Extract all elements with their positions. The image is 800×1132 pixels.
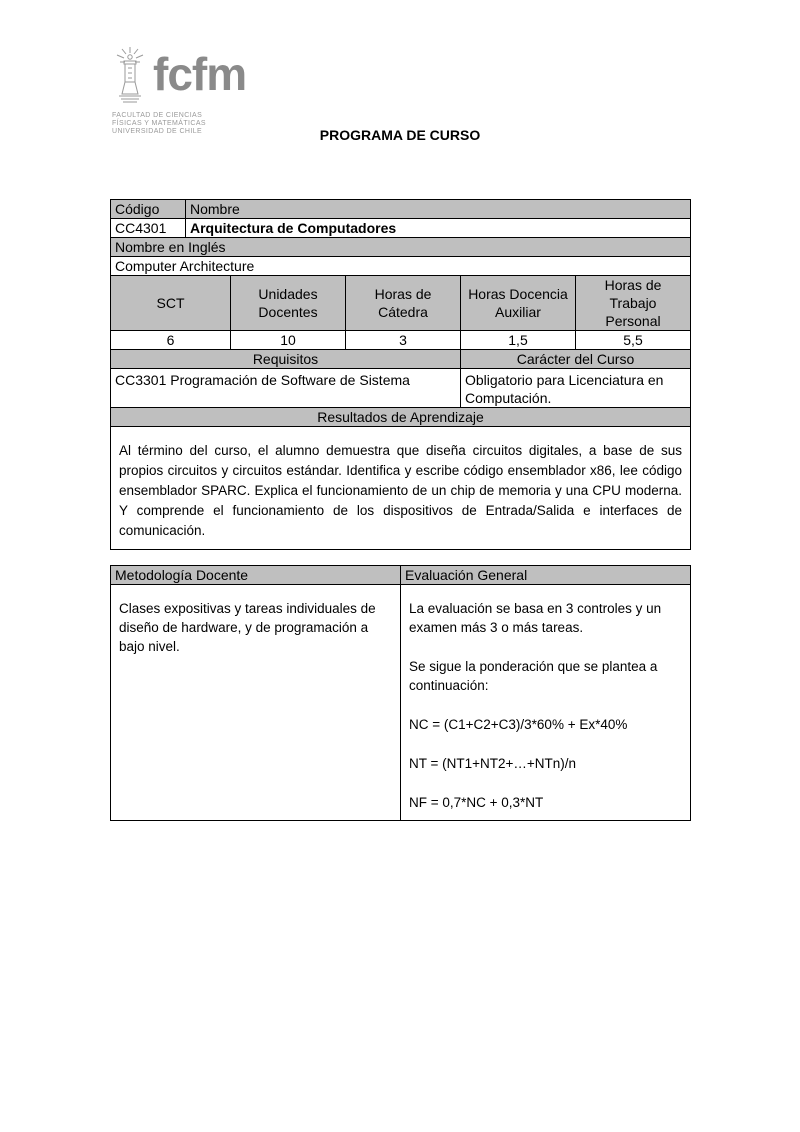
nombre-value-cell: Arquitectura de Computadores [186,219,691,238]
table-row [111,219,691,238]
caption-line: UNIVERSIDAD DE CHILE [112,128,203,135]
unidades-docentes-value-cell: 10 [231,331,346,350]
codigo-value-cell: CC4301 [111,219,186,238]
english-name-table [110,237,691,276]
table-row [111,238,691,257]
hours-table [110,275,691,350]
requisitos-value-cell: CC3301 Programación de Software de Sistema [111,369,461,408]
table-row [111,585,691,821]
hours-values-row [111,331,691,350]
evaluacion-formula-nc: NC = (C1+C2+C3)/3*60% + Ex*40% [409,717,628,732]
caption-line: FÍSICAS Y MATEMÁTICAS [112,120,206,127]
metodologia-header-cell: Metodología Docente [111,566,401,585]
nombre-ingles-value-cell: Computer Architecture [111,257,691,276]
table-row [111,408,691,427]
evaluacion-cell [401,585,691,821]
evaluacion-paragraph: La evaluación se basa en 3 controles y un examen más 3 o más tareas. [409,601,662,635]
sct-value-cell: 6 [111,331,231,350]
resultados-label-cell: Resultados de Aprendizaje [111,408,691,427]
evaluacion-header-cell: Evaluación General [401,566,691,585]
table-row [111,369,691,408]
methodology-table [110,565,690,821]
table-row [111,566,691,585]
codigo-label-cell: Código [111,200,186,219]
metodologia-text: Clases expositivas y tareas individuales de diseño de hardware, y de programación a bajo nivel. [111,585,401,821]
evaluacion-paragraph: Se sigue la ponderación que se plantea a continuación: [409,659,658,693]
horas-catedra-header-cell: Horas de Cátedra [346,276,461,331]
horas-catedra-value-cell: 3 [346,331,461,350]
caption-line: FACULTAD DE CIENCIAS [112,112,203,119]
requisitos-label-cell: Requisitos [111,350,461,369]
table-row [111,350,691,369]
horas-docencia-auxiliar-header-cell: Horas Docencia Auxiliar [461,276,576,331]
logo-acronym: fcfm [153,48,247,100]
university-logo [112,46,252,136]
table-row [111,200,691,219]
table-row [111,257,691,276]
nombre-ingles-label-cell: Nombre en Inglés [111,238,691,257]
evaluacion-formula-nf: NF = 0,7*NC + 0,3*NT [409,795,544,810]
requisites-table [110,349,691,408]
learning-results-table [110,407,691,550]
unidades-docentes-header-cell: Unidades Docentes [231,276,346,331]
caracter-label-cell: Carácter del Curso [461,350,691,369]
hours-header-row [111,276,691,331]
page-title: PROGRAMA DE CURSO [319,127,481,143]
caracter-value-cell: Obligatorio para Licenciatura en Computación. [461,369,691,408]
university-crest-icon [112,46,148,111]
sct-header-cell: SCT [111,276,231,331]
method-eval-table [110,565,691,821]
horas-docencia-auxiliar-value-cell: 1,5 [461,331,576,350]
horas-trabajo-personal-header-cell: Horas de Trabajo Personal [576,276,691,331]
evaluacion-formula-nt: NT = (NT1+NT2+…+NTn)/n [409,756,577,771]
nombre-label-cell: Nombre [186,200,691,219]
resultados-text: Al término del curso, el alumno demuestra que diseña circuitos digitales, a base de sus propios circuitos y circuitos estándar. Identifica y escribe código ensemblador x86, lee código ensemblador SPARC. Explica el funcionamiento de un chip de memoria y una CPU moderna. Y comprende el funcionamiento de los dispositivos de Entrada/Salida e interfaces de comunicación. [111,427,691,550]
horas-trabajo-personal-value-cell: 5,5 [576,331,691,350]
course-table [110,199,690,550]
code-name-table [110,199,691,238]
table-row [111,427,691,550]
